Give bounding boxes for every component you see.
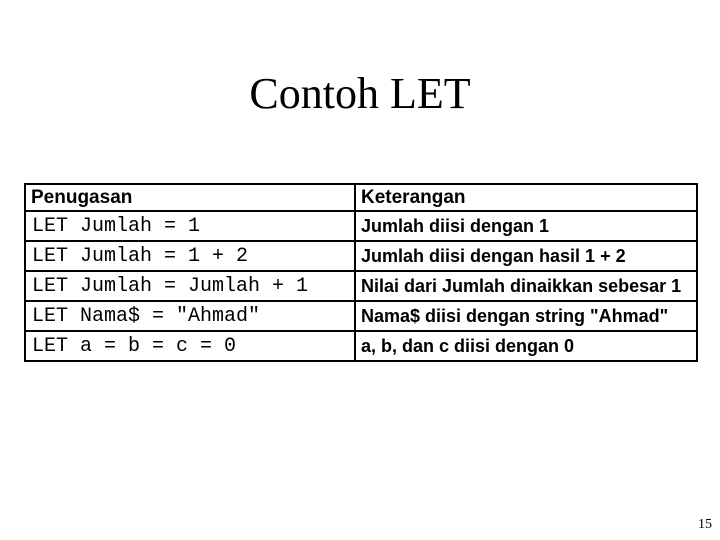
table-row <box>25 301 697 331</box>
description-cell: Nama$ diisi dengan string "Ahmad" <box>355 301 697 331</box>
table-header-row <box>25 184 697 211</box>
assignment-cell: LET Jumlah = 1 + 2 <box>25 241 355 271</box>
table-row <box>25 271 697 301</box>
page-number: 15 <box>698 517 712 532</box>
table-row <box>25 211 697 241</box>
description-cell: Nilai dari Jumlah dinaikkan sebesar 1 <box>355 271 697 301</box>
description-cell: a, b, dan c diisi dengan 0 <box>355 331 697 361</box>
table-row <box>25 331 697 361</box>
header-keterangan: Keterangan <box>355 184 697 211</box>
assignment-cell: LET Nama$ = "Ahmad" <box>25 301 355 331</box>
slide-title: Contoh LET <box>249 69 471 118</box>
assignment-cell: LET a = b = c = 0 <box>25 331 355 361</box>
description-cell: Jumlah diisi dengan hasil 1 + 2 <box>355 241 697 271</box>
assignment-cell: LET Jumlah = 1 <box>25 211 355 241</box>
header-penugasan: Penugasan <box>25 184 355 211</box>
assignment-cell: LET Jumlah = Jumlah + 1 <box>25 271 355 301</box>
description-cell: Jumlah diisi dengan 1 <box>355 211 697 241</box>
table-row <box>25 241 697 271</box>
let-examples-table <box>24 183 698 362</box>
